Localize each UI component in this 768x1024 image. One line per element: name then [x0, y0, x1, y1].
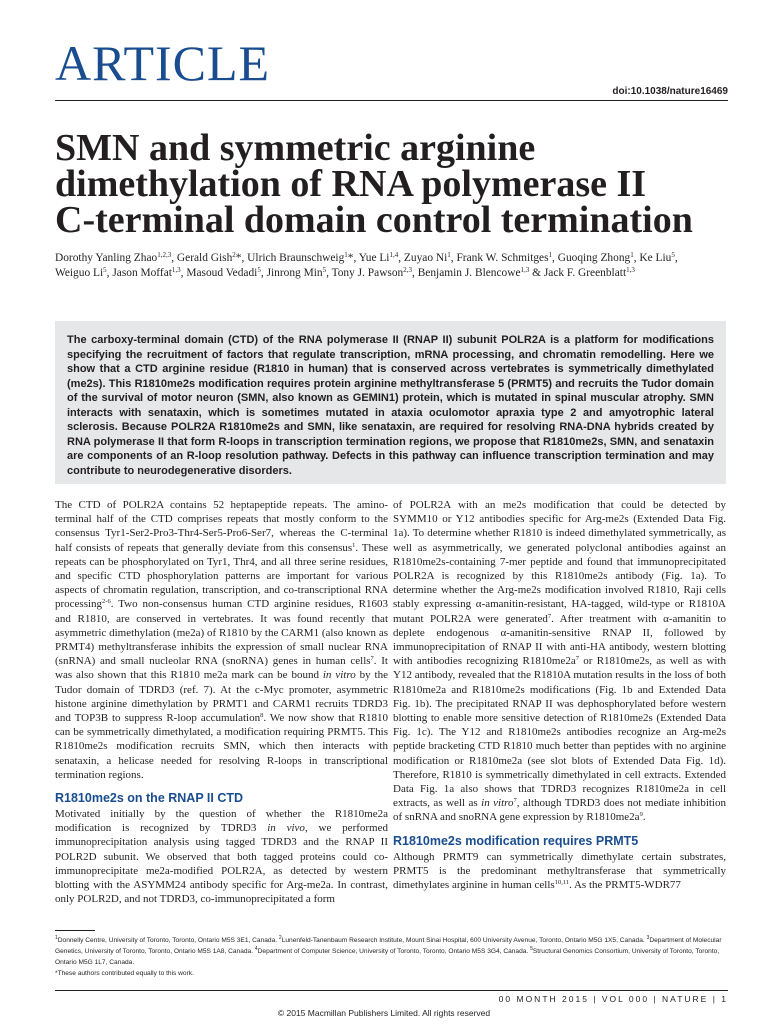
equal-contribution-mark: *	[235, 252, 242, 264]
article-label: ARTICLE	[55, 35, 271, 91]
title-line: dimethylation of RNA polymerase II	[55, 163, 647, 205]
author-name: Benjamin J. Blencowe	[417, 267, 521, 279]
author-name: Tony J. Pawson	[331, 267, 404, 279]
text-run: . As the PRMT5-WDR77	[569, 879, 681, 892]
footnote-rule	[55, 930, 95, 931]
citation-superscript: 5	[530, 946, 533, 952]
citation-superscript: 2	[278, 935, 282, 941]
italic-text: in vitro	[322, 669, 356, 682]
author-affiliation: 1,3	[171, 266, 181, 274]
author-affiliation: 5	[103, 266, 107, 274]
header-rule	[55, 100, 728, 101]
author-separator: ,	[260, 267, 267, 279]
body-paragraph	[393, 498, 726, 825]
equal-contribution-footnote	[55, 968, 726, 979]
text-run: . We now show that R1810 can be symmetrically dimethylated, a modification requiring PRMT5. This R1810me2s modification recruits SMN, which then interacts with senataxin, a helicase needed for resolving R-loops in transcriptional termination regions.	[55, 712, 389, 781]
italic-text: in vivo	[267, 822, 305, 835]
author-name: Dorothy Yanling Zhao	[55, 252, 158, 264]
text-run: Motivated initially by the question of whether the R1810me2a modification is recognized by TDRD3	[55, 808, 388, 835]
citation-superscript: 7	[513, 797, 517, 805]
author-name: Frank W. Schmitges	[456, 252, 549, 264]
body-column-left	[55, 498, 388, 906]
author-affiliation: 2,3	[403, 266, 412, 274]
author-affiliation: 1,2,3	[157, 251, 172, 259]
author-affiliation: 5	[671, 251, 675, 259]
abstract-text: The carboxy-terminal domain (CTD) of the RNA polymerase II (RNAP II) subunit POLR2A is a platform for modifications specifying the recruitment of factors that regulate transcription, mRNA processing, and chromatin remodelling. Here we show that a CTD arginine residue (R1810 in human) that is conserved across vertebrates is symmetrically dimethylated (me2s). This R1810me2s modification requires protein arginine methyltransferase 5 (PRMT5) and recruits the Tudor domain of the survival of motor neuron (SMN, also known as GEMIN1) protein, which is mutated in spinal muscular atrophy. SMN interacts with senataxin, which is sometimes mutated in ataxia oculomotor apraxia type 2 and amyotrophic lateral sclerosis. Because POLR2A R1810me2s and SMN, like senataxin, are required for resolving RNA-DNA hybrids created by RNA polymerase II that form R-loops in transcription termination regions, we propose that R1810me2s, SMN, and senataxin are components of an R-loop resolution pathway. Defects in this pathway can influence transcription termination and may contribute to neurodegenerative disorders.	[67, 334, 714, 477]
author-separator: ,	[674, 252, 678, 264]
author-list	[55, 251, 715, 281]
author-affiliation: 5	[257, 266, 261, 274]
doi[interactable]: doi:10.1038/nature16469	[612, 86, 728, 97]
title-line: C-terminal domain control termination	[55, 199, 693, 241]
copyright-notice: © 2015 Macmillan Publishers Limited. All rights reserved	[277, 1008, 491, 1018]
citation-superscript: 7	[370, 655, 374, 663]
abstract-box	[55, 321, 726, 484]
footer-rule	[55, 990, 728, 991]
author-separator: &	[529, 267, 544, 279]
affiliation-footnote	[55, 935, 726, 968]
author-separator: ,	[171, 252, 177, 264]
italic-text: in vitro	[481, 797, 514, 810]
author-name: Yue Li	[358, 252, 390, 264]
citation-superscript: 2-6	[102, 598, 111, 606]
author-affiliation: 1	[344, 251, 348, 259]
body-paragraph	[393, 850, 726, 893]
text-run: The CTD of POLR2A contains 52 heptapeptide repeats. The amino-terminal half of the CTD comprises repeats that mostly conform to the consensus Tyr1-Ser2-Pro3-Thr4-Ser5-Pro6-Ser7, whereas the C-terminal half consists of repeats that generally deviate from this consensus	[55, 499, 388, 554]
citation-superscript: 9	[639, 811, 643, 819]
author-name: Weiguo Li	[55, 267, 104, 279]
author-affiliation: 1	[630, 251, 634, 259]
text-run: Structural Genomics Consortium, University of Toronto, Toronto, Ontario M5G 1L7, Canada.	[55, 948, 720, 966]
author-affiliation: 1,4	[389, 251, 399, 259]
citation-superscript: 3	[646, 935, 650, 941]
citation-superscript: 10,11	[554, 879, 570, 887]
text-run: *These authors contributed equally to this work.	[55, 970, 194, 977]
article-title	[55, 127, 735, 241]
author-name: Ulrich Braunschweig	[247, 252, 345, 264]
text-run: Department of Molecular Genetics, University of Toronto, Toronto, Ontario M5S 1A8, Canada.	[55, 937, 722, 955]
citation-superscript: 7	[575, 655, 579, 663]
section-heading: R1810me2s on the RNAP II CTD	[55, 791, 244, 806]
title-line: SMN and symmetric arginine	[55, 127, 536, 169]
author-affiliation: 1,3	[626, 266, 635, 274]
equal-contribution-mark: *	[347, 252, 354, 264]
author-separator: ,	[450, 252, 457, 264]
section-heading: R1810me2s modification requires PRMT5	[393, 833, 639, 848]
citation-superscript: 4	[254, 946, 258, 952]
author-name: Jack F. Greenblatt	[543, 267, 627, 279]
author-separator: ,	[353, 252, 359, 264]
author-name: Ke Liu	[639, 252, 672, 264]
author-affiliation: 1,3	[520, 266, 530, 274]
author-separator: ,	[326, 267, 332, 279]
author-name: Zuyao Ni	[403, 252, 448, 264]
citation-superscript: 8	[260, 712, 264, 720]
author-separator: ,	[412, 267, 418, 279]
author-separator: ,	[106, 267, 113, 279]
author-separator: ,	[398, 252, 404, 264]
author-name: Jinrong Min	[266, 267, 323, 279]
body-paragraph	[55, 807, 388, 906]
author-separator: ,	[241, 252, 248, 264]
author-name: Guoqing Zhong	[557, 252, 631, 264]
text-run: , although TDRD3 does not mediate inhibition of snRNA and snoRNA gene expression by R1810me2a	[393, 797, 726, 824]
text-run: or R1810me2s, as well as with Y12 antibody, revealed that the R1810A mutation results in the loss of both R1810me2a and R1810me2s modifications (Fig. 1b and Extended Data Fig. 1b). The precipitated RNAP II was dephosphorylated before western blotting to enable more sensitive detection of R1810me2s (Extended Data Fig. 1c). The Y12 and R1810me2s antibodies recognize an Arg-me2s peptide bracketing CTD R1810 much better than peptides with no arginine modification or R1810me2a (see slot blots of Extended Data Fig. 1d). Therefore, R1810 is symmetrically dimethylated in cell extracts. Extended Data Fig. 1a also shows that TDRD3 recognizes R1810me2a in cell extracts, as well as	[393, 655, 726, 810]
author-affiliation: 1	[447, 251, 451, 259]
text-run: . After treatment with α-amanitin to deplete endogenous α-amanitin-sensitive RNAP II, followed by immunoprecipitation of RNAP II with anti-HA antibody, western blotting with antibodies recognizing R1810me2a	[393, 612, 726, 668]
author-affiliation: 5	[322, 266, 327, 274]
author-name: Masoud Vedadi	[186, 267, 258, 279]
text-run: . It was also shown that this R1810 me2a mark can be bound	[55, 655, 388, 682]
affiliations-footnotes	[55, 935, 726, 979]
body-paragraph	[55, 498, 388, 782]
text-run: by the Tudor domain of TDRD3 (ref. 7). At the c-Myc promoter, asymmetric histone arginine dimethylation by PRMT1 and CARM1 recruits TDRD3 and TOP3B to suppress R-loop accumulation	[55, 669, 388, 725]
text-run: Donnelly Centre, University of Toronto, Toronto, Ontario M5S 3E1, Canada.	[57, 937, 279, 944]
author-separator: ,	[552, 252, 558, 264]
issue-line: 00 MONTH 2015 | VOL 000 | NATURE | 1	[498, 994, 728, 1004]
text-run: Lunenfeld-Tanenbaum Research Institute, Mount Sinai Hospital, 600 University Avenue, Toronto, Ontario M5G 1X5, Canada.	[281, 937, 647, 944]
author-affiliation: 1	[548, 251, 553, 259]
citation-superscript: 1	[352, 541, 356, 549]
author-separator: ,	[633, 252, 640, 264]
text-run: . These repeats can be phosphorylated on Tyr1, Thr4, and all three serine residues, and specific CTD phosphorylation patterns are important for various aspects of chromatin regulation, transcription, and co-transcriptional RNA processing	[55, 541, 388, 611]
text-run: Department of Computer Science, University of Toronto, Toronto, Ontario M5S 3G4, Canada.	[257, 948, 531, 955]
author-name: Jason Moffat	[112, 267, 172, 279]
citation-superscript: 7	[547, 612, 552, 620]
text-run: of POLR2A with an me2s modification that could be detected by SYMM10 or Y12 antibodies specific for Arg-me2s (Extended Data Fig. 1a). To determine whether R1810 is indeed dimethylated symmetrically, as well as asymmetrically, we generated polyclonal antibodies against an R1810me2s-containing 7-mer peptide and found that immunoprecipitated POLR2A is recognized by this R1810me2s antibody (Fig. 1a). To determine whether the Arg-me2s modification involved R1810, Raji cells stably expressing α-amanitin-resistant, HA-tagged, wild-type or R1810A mutant POLR2A were generated	[393, 499, 726, 625]
text-run: . Two non-consensus human CTD arginine residues, R1603 and R1810, are conserved in vertebrates. It was found recently that asymmetric dimethylation (me2a) of R1810 by the CARM1 (also known as PRMT4) methyltransferase inhibits the expression of small nuclear RNA (snRNA) and small nucleolar RNA (snoRNA) genes in human cells	[55, 598, 388, 668]
text-run: .	[642, 811, 646, 824]
author-name: Gerald Gish	[176, 252, 233, 264]
author-separator: ,	[180, 267, 187, 279]
body-column-right	[393, 498, 726, 892]
text-run: , we performed immunoprecipitation analysis using tagged TDRD3 and the RNAP II POLR2D subunit. We observed that both tagged proteins could co-immunoprecipitate me2a-modified POLR2A, as detected by western blotting with the ASYMM24 antibody specific for Arg-me2a. In contrast, only POLR2D, and not TDRD3, co-immunoprecipitated a form	[55, 822, 388, 906]
citation-superscript: 1	[55, 935, 58, 941]
author-affiliation: 2	[232, 251, 236, 259]
text-run: Although PRMT9 can symmetrically dimethylate certain substrates, PRMT5 is the predominant methyltransferase that symmetrically dimethylates arginine in human cells	[393, 850, 726, 892]
